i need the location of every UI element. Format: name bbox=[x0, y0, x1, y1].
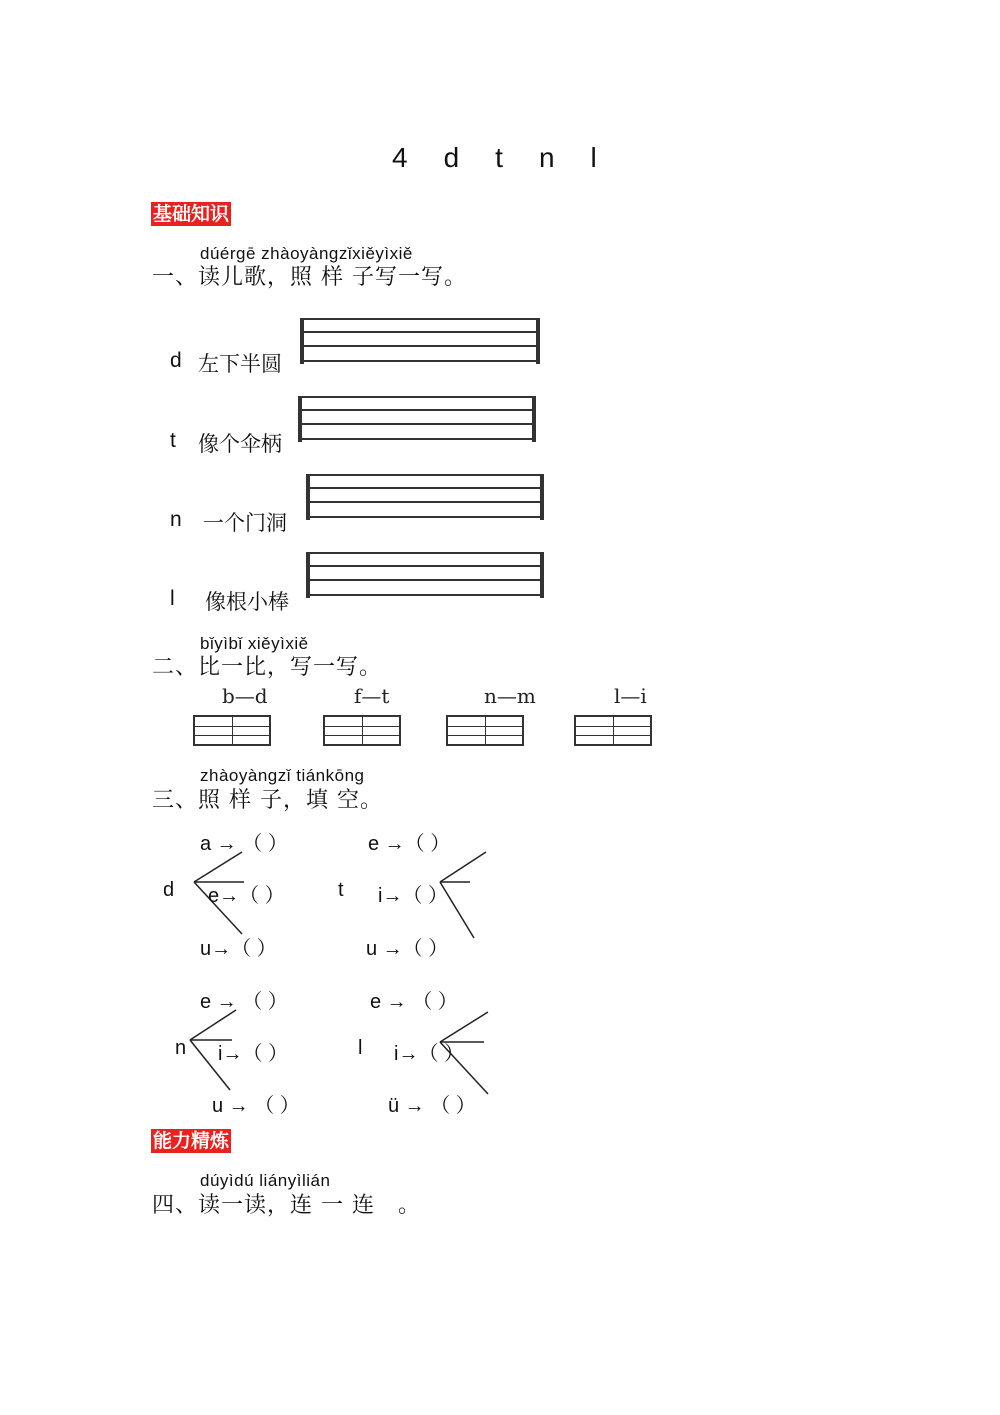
q1-row-letter-t: t bbox=[170, 429, 176, 452]
q3-n-item-e: e → （ ） bbox=[200, 991, 288, 1013]
q3-pinyin: zhàoyàngzǐ tiánkōng bbox=[200, 766, 365, 785]
q3-initial-n: n bbox=[175, 1037, 187, 1059]
q2-pair-ft: f—t bbox=[354, 684, 390, 708]
q2-pinyin: bǐyìbǐ xiěyìxiě bbox=[200, 634, 309, 653]
title-number: 4 bbox=[392, 142, 410, 173]
title-letter-d: d bbox=[443, 142, 462, 173]
q3-d-item-a: a → （ ） bbox=[200, 833, 288, 855]
q3-heading: 三、照 样 子，填 空。 bbox=[152, 788, 383, 813]
q3-t-item-u: u →（ ） bbox=[366, 938, 449, 960]
q1-row-letter-l: l bbox=[170, 587, 175, 610]
q1-row-text-l: 像根小棒 bbox=[205, 590, 289, 614]
section-badge-basic: 基础知识 bbox=[153, 203, 230, 225]
q1-row-letter-n: n bbox=[170, 508, 182, 531]
q3-l-item-i: i→（ ） bbox=[394, 1043, 464, 1065]
q1-row-letter-d: d bbox=[170, 349, 182, 372]
title-letter-t: t bbox=[495, 142, 505, 173]
title-letter-n: n bbox=[538, 142, 557, 173]
q1-row-text-n: 一个门洞 bbox=[203, 511, 287, 535]
q3-initial-d: d bbox=[163, 879, 175, 901]
q3-n-item-i: i→（ ） bbox=[218, 1043, 288, 1065]
q1-row-text-d: 左下半圆 bbox=[198, 352, 282, 376]
q1-row-text-t: 像个伞柄 bbox=[198, 432, 282, 456]
q3-d-item-u: u→（ ） bbox=[200, 938, 277, 960]
q2-pair-nm: n—m bbox=[484, 684, 536, 708]
q2-heading: 二、比一比，写一写。 bbox=[152, 655, 383, 680]
q3-initial-l: l bbox=[358, 1037, 363, 1059]
section-badge-ability: 能力精炼 bbox=[153, 1130, 230, 1152]
q1-pinyin: dúérgē zhàoyàngzǐxiěyìxiě bbox=[200, 244, 413, 263]
q3-d-item-e: e→（ ） bbox=[208, 885, 285, 907]
q2-pair-bd: b—d bbox=[222, 684, 268, 708]
q3-initial-t: t bbox=[338, 879, 344, 901]
q2-pair-li: l—i bbox=[614, 684, 647, 708]
q3-l-item-e: e → （ ） bbox=[370, 991, 458, 1013]
q3-l-item-yu: ü → （ ） bbox=[388, 1095, 476, 1117]
q1-heading: 一、读儿歌，照 样 子写一写。 bbox=[152, 265, 467, 290]
q3-t-item-e: e →（ ） bbox=[368, 833, 451, 855]
q3-n-item-u: u → （ ） bbox=[212, 1095, 300, 1117]
q4-pinyin: dúyìdú liányìlián bbox=[200, 1171, 331, 1190]
q4-heading: 四、读一读，连 一 连 。 bbox=[152, 1193, 421, 1218]
title-letter-l: l bbox=[590, 142, 599, 173]
q3-t-item-i: i→（ ） bbox=[378, 885, 448, 907]
